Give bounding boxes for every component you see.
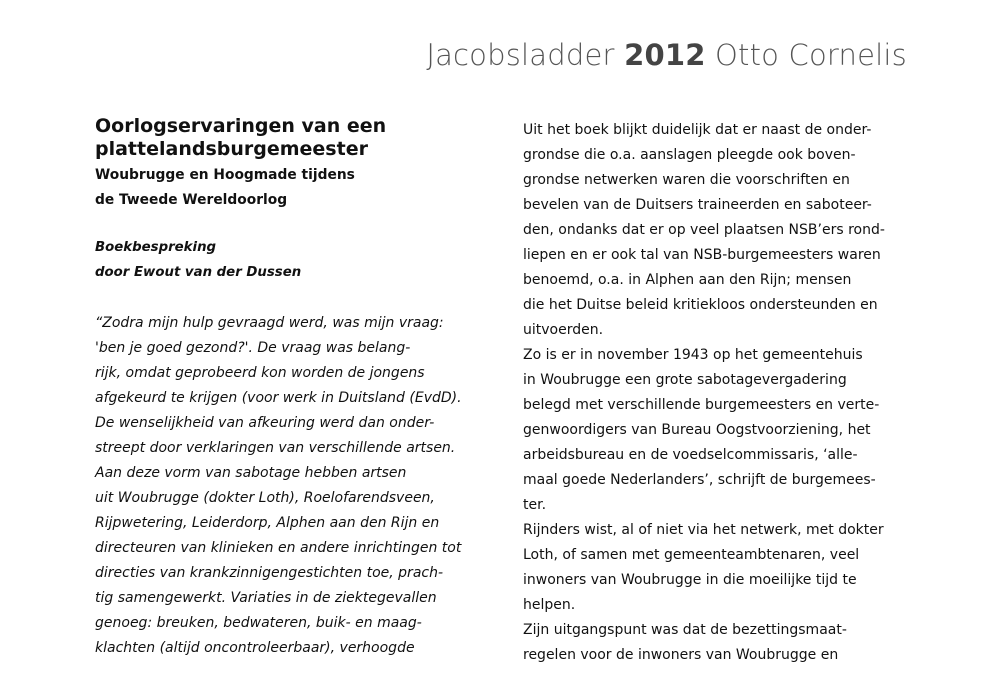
header-suffix: Otto Cornelis	[705, 38, 907, 72]
text-line: Aan deze vorm van sabotage hebben artsen	[95, 465, 407, 481]
review-label: Boekbespreking	[95, 240, 217, 255]
text-line: uit Woubrugge (dokter Loth), Roelofarendsveen,	[95, 490, 435, 506]
text-line: afgekeurd te krijgen (voor werk in Duitsland (EvdD).	[95, 390, 462, 406]
text-line: grondse netwerken waren die voorschriften en	[523, 172, 850, 188]
text-line: belegd met verschillende burgemeesters en verte-	[523, 397, 880, 413]
text-line: 'ben je goed gezond?'. De vraag was belang-	[95, 340, 411, 356]
text-line: die het Duitse beleid kritiekloos ondersteunden en	[523, 297, 878, 313]
text-line: regelen voor de inwoners van Woubrugge en	[523, 647, 839, 663]
text-line: Rijnders wist, al of niet via het netwerk, met dokter	[523, 522, 884, 538]
article-title	[95, 115, 490, 161]
text-line: Zijn uitgangspunt was dat de bezettingsmaat-	[523, 622, 847, 638]
text-line: liepen en er ook tal van NSB-burgemeesters waren	[523, 247, 881, 263]
text-line: directeuren van klinieken en andere inrichtingen tot	[95, 540, 462, 556]
text-line: tig samengewerkt. Variaties in de ziektegevallen	[95, 590, 437, 606]
text-line: Zo is er in november 1943 op het gemeentehuis	[523, 347, 863, 363]
text-line: helpen.	[523, 597, 576, 613]
text-line: in Woubrugge een grote sabotagevergadering	[523, 372, 847, 388]
text-line: grondse die o.a. aanslagen pleegde ook boven-	[523, 147, 856, 163]
subtitle-line: de Tweede Wereldoorlog	[95, 192, 288, 208]
title-line: Oorlogservaringen van een	[95, 115, 387, 137]
review-author: door Ewout van der Dussen	[95, 265, 302, 280]
text-line: maal goede Nederlanders’, schrijft de burgemees-	[523, 472, 876, 488]
text-line: genwoordigers van Bureau Oogstvoorziening, het	[523, 422, 871, 438]
text-line: benoemd, o.a. in Alphen aan den Rijn; mensen	[523, 272, 852, 288]
text-line: Rijpwetering, Leiderdorp, Alphen aan den Rijn en	[95, 515, 440, 531]
header-prefix: Jacobsladder	[426, 38, 625, 72]
header-year: 2012	[624, 38, 706, 72]
running-header	[426, 38, 907, 72]
article-subtitle	[95, 163, 490, 213]
text-line: ter.	[523, 497, 547, 513]
text-line: klachten (altijd oncontroleerbaar), verhoogde	[95, 640, 415, 656]
text-line: bevelen van de Duitsers traineerden en saboteer-	[523, 197, 872, 213]
text-line: uitvoerden.	[523, 322, 604, 338]
text-line: directies van krankzinnigengestichten toe, prach-	[95, 565, 444, 581]
text-line: arbeidsbureau en de voedselcommissaris, ‘alle-	[523, 447, 858, 463]
right-column	[523, 118, 913, 668]
review-meta	[95, 235, 490, 285]
text-line: De wenselijkheid van afkeuring werd dan onder-	[95, 415, 435, 431]
text-line: inwoners van Woubrugge in die moeilijke tijd te	[523, 572, 857, 588]
title-line: plattelandsburgemeester	[95, 138, 368, 160]
text-line: streept door verklaringen van verschillende artsen.	[95, 440, 456, 456]
quote-paragraph	[95, 311, 490, 661]
text-line: “Zodra mijn hulp gevraagd werd, was mijn vraag:	[95, 315, 444, 331]
text-line: genoeg: breuken, bedwateren, buik- en maag-	[95, 615, 422, 631]
text-line: den, ondanks dat er op veel plaatsen NSB’ers rond-	[523, 222, 885, 238]
text-line: Loth, of samen met gemeenteambtenaren, veel	[523, 547, 860, 563]
left-column	[95, 115, 490, 661]
text-line: rijk, omdat geprobeerd kon worden de jongens	[95, 365, 425, 381]
text-line: Uit het boek blijkt duidelijk dat er naast de onder-	[523, 122, 872, 138]
subtitle-line: Woubrugge en Hoogmade tijdens	[95, 167, 355, 183]
